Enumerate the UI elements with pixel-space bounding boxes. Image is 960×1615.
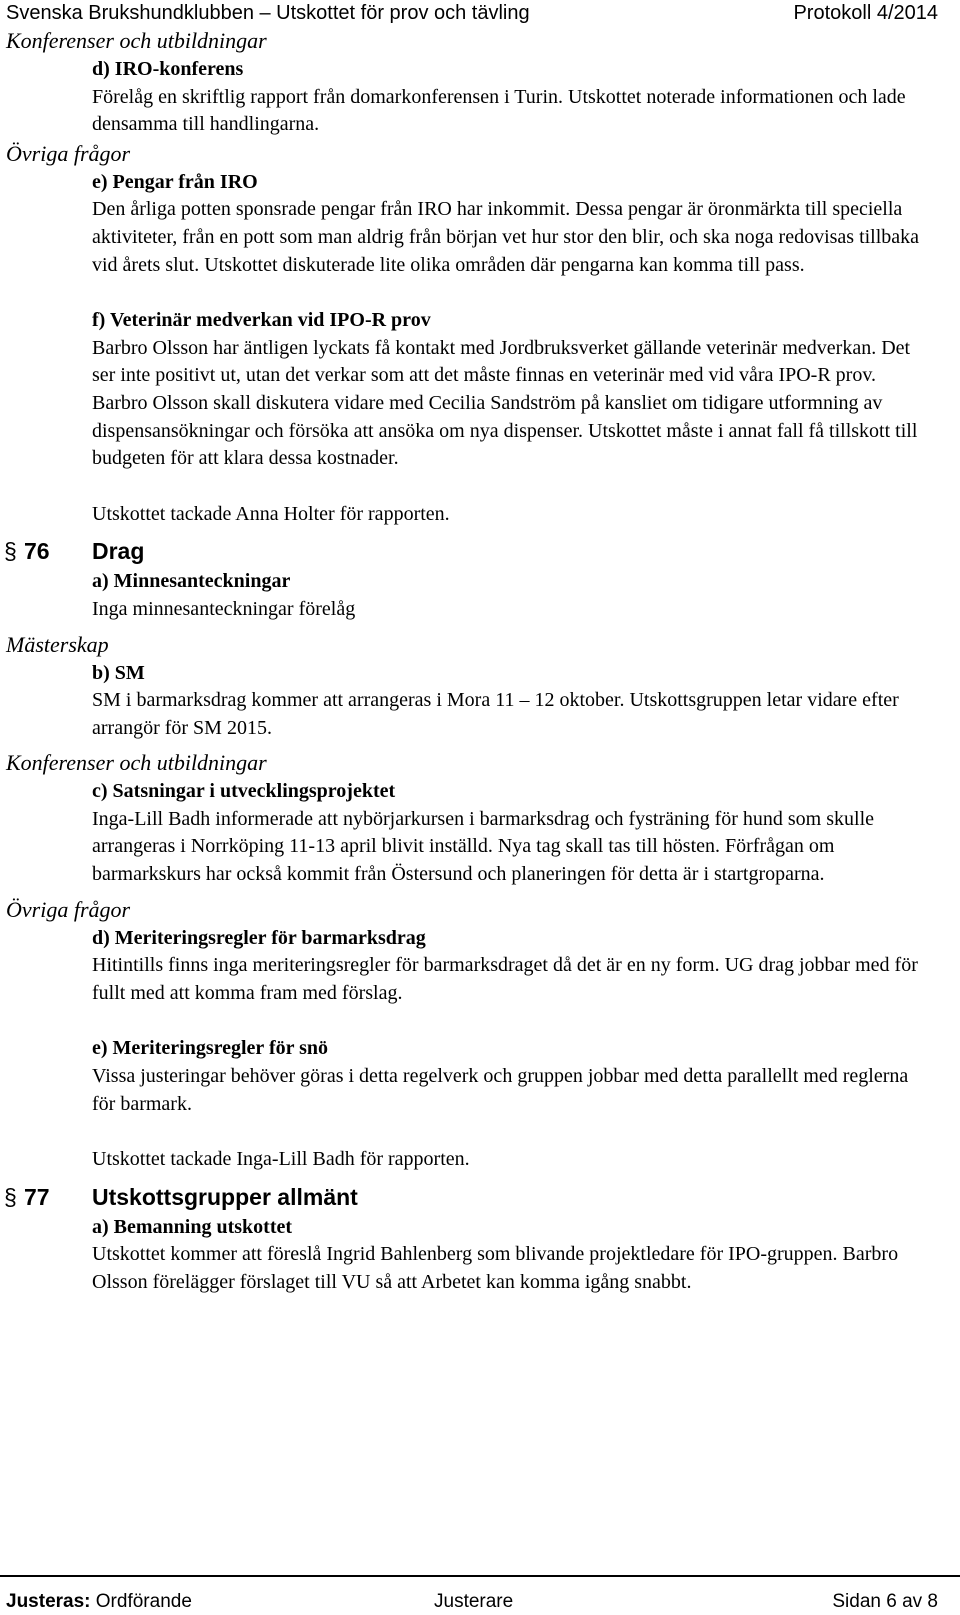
section-heading-konferenser-2: Konferenser och utbildningar: [6, 750, 267, 776]
subheading-c-sats: c) Satsningar i utvecklingsprojektet: [92, 780, 396, 803]
agenda-block-e-iro: [0, 169, 960, 529]
subheading-e-iro: e) Pengar från IRO: [92, 170, 258, 193]
footer-justerare: Justerare: [434, 1591, 514, 1612]
agenda-block-d-iro: [0, 56, 960, 139]
paragraph-f-vet: Barbro Olsson har äntligen lyckats få kontakt med Jordbruksverket gällande veterinär medverkan. Det ser inte positivt ut, utan det verkar som att det måste finnas en veterinär med vid våra IPO-R prov. Barbro Olsson skall diskutera vidare med Cecilia Sandström på kansliet om tidigare utformning av dispensansökningar och försöka att ansöka om nya dispenser. Utskottet måste i annat fall få tillskott till budgeten för att klara dessa kostnader.: [92, 336, 918, 470]
agenda-item-77: [0, 1180, 960, 1214]
agenda-block-d-mer: [0, 925, 960, 1174]
section-heading-masterskap: Mästerskap: [6, 631, 109, 657]
subheading-f-vet: f) Veterinär medverkan vid IPO-R prov: [92, 309, 431, 332]
agenda-block-a-min: [0, 568, 960, 623]
footer-justeras: [6, 1591, 192, 1613]
paragraph-e-iro: Den årliga potten sponsrade pengar från IRO har inkommit. Dessa pengar är öronmärkta till speciella aktiviteter, från en pott som man aldrig från början vet hur stor den blir, och ska noga redovisas tillbaka vid årets slut. Utskottet diskuterade lite olika områden där pengarna kan komma till pass.: [92, 198, 920, 276]
subheading-a-min: a) Minnesanteckningar: [92, 570, 291, 593]
document-body: [0, 26, 960, 1297]
page-footer: [0, 1575, 960, 1615]
page-header: [0, 0, 960, 26]
agenda-block-a-bem: [0, 1214, 960, 1297]
paragraph-d-mer: Hitintills finns inga meriteringsregler för barmarksdraget då det är en ny form. UG drag jobbar med för fullt med att komma fram med förslag.: [92, 954, 918, 1004]
paragraph-c-sats: Inga-Lill Badh informerade att nybörjarkursen i barmarksdrag och fysträning för hund som skulle arrangeras i Norrköping 11-13 april blivit inställd. Nya tag skall tas till hösten. Förfrågan om barmarkskurs har också kommit från Östersund och planeringen för detta är i startgroparna.: [92, 807, 875, 886]
item-title: Drag: [92, 538, 145, 565]
subheading-d-iro: d) IRO-konferens: [92, 58, 244, 80]
subheading-d-mer: d) Meriteringsregler för barmarksdrag: [92, 926, 426, 949]
paragraph-a-bem: Utskottet kommer att föreslå Ingrid Bahlenberg som blivande projektledare för IPO-gruppen. Barbro Olsson förelägger förslaget till VU så att Arbetet kan komma igång snabbt.: [92, 1243, 899, 1293]
paragraph-d-iro: Förelåg en skriftlig rapport från domarkonferensen i Turin. Utskottet noterade informationen och lade densamma till handlingarna.: [92, 85, 906, 136]
paragraph-sign: §: [4, 538, 17, 565]
section-heading-ovriga-2: Övriga frågor: [6, 896, 131, 922]
header-title: Svenska Brukshundklubben – Utskottet för prov och tävling: [6, 2, 530, 24]
section-heading-ovriga: Övriga frågor: [6, 140, 131, 166]
item-title: Utskottsgrupper allmänt: [92, 1183, 358, 1210]
paragraph-b-sm: SM i barmarksdrag kommer att arrangeras i Mora 11 – 12 oktober. Utskottsgruppen letar vidare efter arrangör för SM 2015.: [92, 689, 899, 739]
item-number: 77: [24, 1183, 50, 1210]
agenda-block-c-sats: [0, 778, 960, 888]
footer-justeras-role: Ordförande: [95, 1591, 192, 1612]
subheading-b-sm: b) SM: [92, 661, 145, 684]
footer-page-number: Sidan 6 av 8: [832, 1591, 938, 1612]
subheading-a-bem: a) Bemanning utskottet: [92, 1215, 293, 1238]
section-heading-konferenser: Konferenser och utbildningar: [6, 28, 267, 53]
agenda-block-b-sm: [0, 660, 960, 743]
item-number: 76: [24, 538, 50, 565]
paragraph-a-min: Inga minnesanteckningar förelåg: [92, 597, 356, 620]
footer-justeras-label: Justeras:: [6, 1591, 91, 1612]
subheading-e-sno: e) Meriteringsregler för snö: [92, 1037, 329, 1060]
paragraph-e-sno: Vissa justeringar behöver göras i detta regelverk och gruppen jobbar med detta parallellt med reglerna för barmark.: [92, 1065, 909, 1115]
agenda-item-76: [0, 534, 960, 568]
header-protocol-number: Protokoll 4/2014: [793, 2, 938, 24]
paragraph-thanks-badh: Utskottet tackade Inga-Lill Badh för rapporten.: [92, 1148, 470, 1171]
paragraph-thanks-holter: Utskottet tackade Anna Holter för rapporten.: [92, 502, 450, 525]
paragraph-sign: §: [4, 1183, 17, 1210]
